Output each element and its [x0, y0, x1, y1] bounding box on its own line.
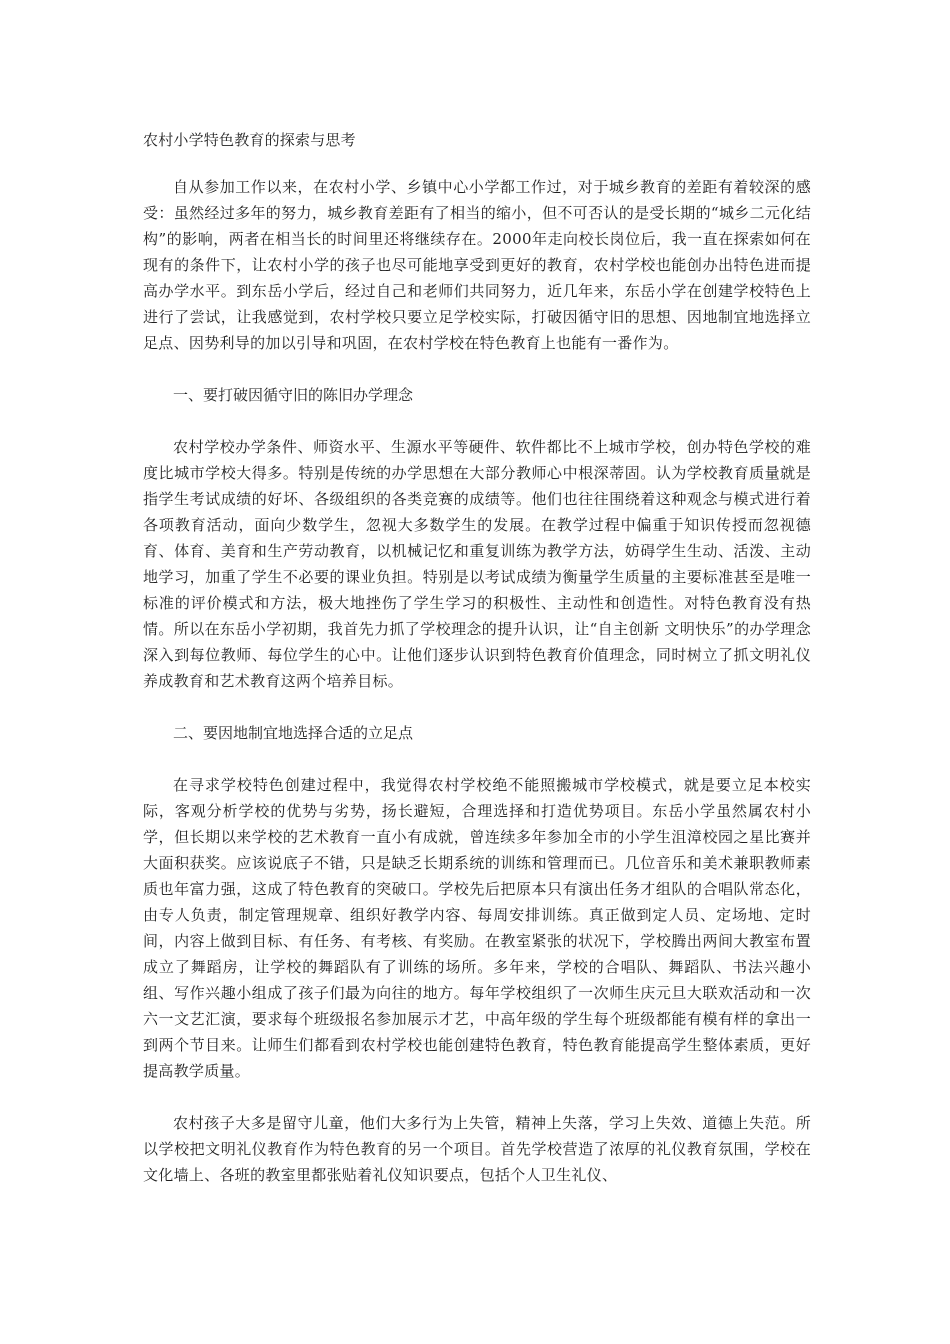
spacer: [143, 694, 811, 720]
paragraph-etiquette: 农村孩子大多是留守儿童，他们大多行为上失管，精神上失落，学习上失效、道德上失范。所以学校把文明礼仪教育作为特色教育的另一个项目。首先学校营造了浓厚的礼仪教育氛围，学校在文化墙上、各班的教室里都张贴着礼仪知识要点，包括个人卫生礼仪、: [143, 1114, 811, 1184]
paragraph-section-2: 在寻求学校特色创建过程中，我觉得农村学校绝不能照搬城市学校模式，就是要立足本校实际，客观分析学校的优势与劣势，扬长避短，合理选择和打造优势项目。东岳小学虽然属农村小学，但长期以来学校的艺术教育一直小有成就，曾连续多年参加全市的小学生沮漳校园之星比赛并大面积获奖。应该说底子不错，只是缺乏长期系统的训练和管理而已。几位音乐和美术兼职教师素质也年富力强，这成了特色教育的突破口。学校先后把原本只有演出任务才组队的合唱队常态化，由专人负责，制定管理规章、组织好教学内容、每周安排训练。真正做到定人员、定场地、定时间，内容上做到目标、有任务、有考核、有奖励。在教室紧张的状况下，学校腾出两间大教室布置成立了舞蹈房，让学校的舞蹈队有了训练的场所。多年来，学校的合唱队、舞蹈队、书法兴趣小组、写作兴趣小组成了孩子们最为向往的地方。每年学校组织了一次师生庆元旦大联欢活动和一次六一文艺汇演，要求每个班级报名参加展示才艺，中高年级的学生每个班级都能有模有样的拿出一到两个节目来。让师生们都看到农村学校也能创建特色教育，特色教育能提高学生整体素质，更好提高教学质量。: [143, 776, 811, 1080]
spacer: [143, 746, 811, 772]
document-title: 农村小学特色教育的探索与思考: [143, 131, 356, 149]
document-body: [143, 128, 811, 1188]
spacer: [143, 356, 811, 382]
paragraph-section-1: 农村学校办学条件、师资水平、生源水平等硬件、软件都比不上城市学校，创办特色学校的难度比城市学校大得多。特别是传统的办学思想在大部分教师心中根深蒂固。认为学校教育质量就是指学生考试成绩的好坏、各级组织的各类竞赛的成绩等。他们也往往围绕着这种观念与模式进行着各项教育活动，面向少数学生，忽视大多数学生的发展。在教学过程中偏重于知识传授而忽视德育、体育、美育和生产劳动教育，以机械记忆和重复训练为教学方法，妨碍学生生动、活泼、主动地学习，加重了学生不必要的课业负担。特别是以考试成绩为衡量学生质量的主要标准甚至是唯一标准的评价模式和方法，极大地挫伤了学生学习的积极性、主动性和创造性。对特色教育没有热情。所以在东岳小学初期，我首先力抓了学校理念的提升认识，让“自主创新 文明快乐”的办学理念深入到每位教师、每位学生的心中。让他们逐步认识到特色教育价值理念，同时树立了抓文明礼仪养成教育和艺术教育这两个培养目标。: [143, 438, 811, 690]
spacer: [143, 152, 811, 174]
spacer: [143, 1084, 811, 1110]
paragraph-intro: 自从参加工作以来，在农村小学、乡镇中心小学都工作过，对于城乡教育的差距有着较深的感受：虽然经过多年的努力，城乡教育差距有了相当的缩小，但不可否认的是受长期的“城乡二元化结构”的影响，两者在相当长的时间里还将继续存在。2000年走向校长岗位后，我一直在探索如何在现有的条件下，让农村小学的孩子也尽可能地享受到更好的教育，农村学校也能创办出特色进而提高办学水平。到东岳小学后，经过自己和老师们共同努力，近几年来，东岳小学在创建学校特色上进行了尝试，让我感觉到，农村学校只要立足学校实际，打破因循守旧的思想、因地制宜地选择立足点、因势利导的加以引导和巩固，在农村学校在特色教育上也能有一番作为。: [143, 178, 811, 352]
section-heading-1: 一、要打破因循守旧的陈旧办学理念: [173, 386, 414, 404]
section-heading-2: 二、要因地制宜地选择合适的立足点: [173, 724, 414, 742]
spacer: [143, 408, 811, 434]
